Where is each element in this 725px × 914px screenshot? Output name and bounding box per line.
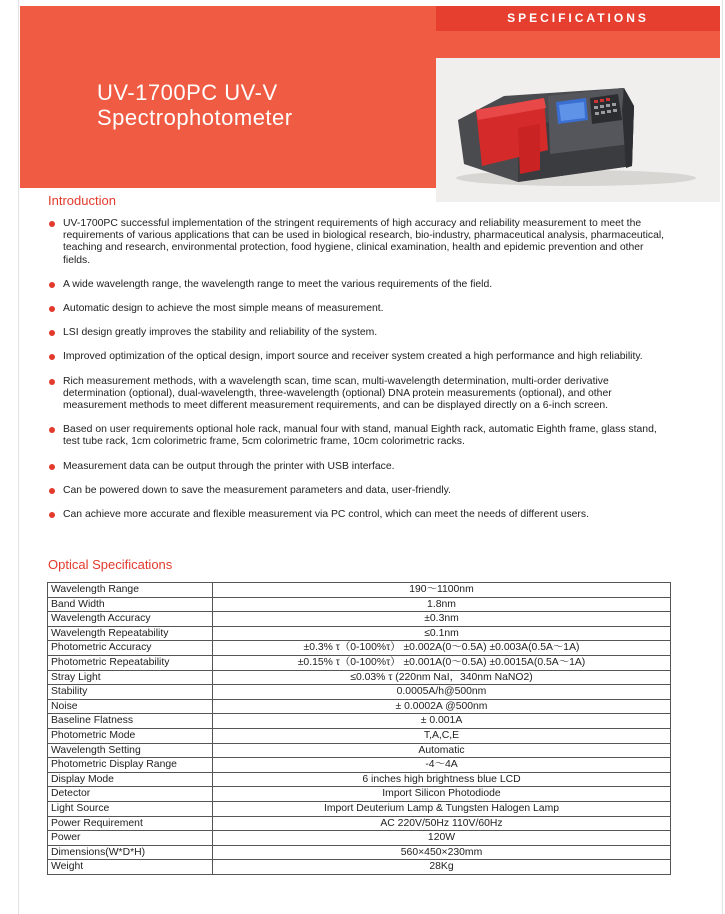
spec-value: ≤0.03% τ (220nm NaI，340nm NaNO2)	[213, 670, 671, 685]
list-item	[48, 376, 670, 413]
bullet-dot-icon	[49, 221, 55, 227]
list-item	[48, 461, 670, 473]
spec-value: 190～1100nm	[213, 583, 671, 598]
spec-parameter: Photometric Mode	[48, 728, 213, 743]
spec-parameter: Light Source	[48, 801, 213, 816]
bullet-dot-icon	[49, 306, 55, 312]
table-row	[48, 597, 671, 612]
table-row	[48, 699, 671, 714]
bullet-dot-icon	[49, 354, 55, 360]
spec-parameter: Photometric Display Range	[48, 758, 213, 773]
spectrophotometer-image	[436, 58, 720, 202]
spec-value: ± 0.001A	[213, 714, 671, 729]
table-row	[48, 787, 671, 802]
introduction-list	[48, 218, 670, 533]
spec-parameter: Detector	[48, 787, 213, 802]
list-item-text: UV-1700PC successful implementation of the stringent requirements of high accuracy and reliability measurement to meet the requirements of various applications that can be used in biological research, bio-industry, pharmaceutical analysis, pharmaceutical, teaching and research, environmental protection, food hygiene, clinical examination, health and epidemic prevention and other fields.	[63, 218, 665, 266]
spec-value: ± 0.0002A @500nm	[213, 699, 671, 714]
spec-value: Import Deuterium Lamp & Tungsten Halogen Lamp	[213, 801, 671, 816]
page-margin-line	[18, 0, 19, 914]
product-title	[97, 80, 293, 130]
specifications-tag: SPECIFICATIONS	[436, 6, 720, 31]
spec-parameter: Wavelength Setting	[48, 743, 213, 758]
spec-value: ±0.3% τ（0-100%τ） ±0.002A(0～0.5A) ±0.003A(0.5A～1A)	[213, 641, 671, 656]
spec-value: Import Silicon Photodiode	[213, 787, 671, 802]
table-row	[48, 728, 671, 743]
list-item-text: Rich measurement methods, with a wavelength scan, time scan, multi-wavelength determination, multi-order derivative determination (optional), dual-wavelength, three-wavelength (optional) DNA protein measurements (optional), and other measurement methods to meet different measurement requirements, and can be displayed directly on a 6-inch screen.	[63, 375, 612, 412]
list-item-text: Can be powered down to save the measurement parameters and data, user-friendly.	[63, 484, 451, 496]
spec-value: -4～4A	[213, 758, 671, 773]
bullet-dot-icon	[49, 379, 55, 385]
spec-parameter: Power Requirement	[48, 816, 213, 831]
spec-value: 560×450×230mm	[213, 845, 671, 860]
list-item	[48, 485, 670, 497]
spec-parameter: Display Mode	[48, 772, 213, 787]
product-photo	[436, 58, 720, 202]
spec-parameter: Wavelength Repeatability	[48, 626, 213, 641]
list-item	[48, 303, 670, 315]
spec-parameter: Weight	[48, 860, 213, 875]
spec-value: 120W	[213, 831, 671, 846]
table-row	[48, 743, 671, 758]
list-item-text: Can achieve more accurate and flexible measurement via PC control, which can meet the needs of different users.	[63, 509, 589, 521]
spec-value: 28Kg	[213, 860, 671, 875]
list-item-text: Improved optimization of the optical design, import source and receiver system created a high performance and high reliability.	[63, 351, 643, 363]
list-item-text: Automatic design to achieve the most simple means of measurement.	[63, 303, 384, 315]
spec-value: 0.0005A/h@500nm	[213, 685, 671, 700]
spec-value: T,A,C,E	[213, 728, 671, 743]
list-item-text: Based on user requirements optional hole rack, manual four with stand, manual Eighth rack, automatic Eighth frame, glass stand, test tube rack, 1cm colorimetric frame, 5cm colorimetric frame, 10cm colorimetric racks.	[63, 424, 657, 448]
list-item	[48, 351, 670, 363]
product-title-line2: Spectrophotometer	[97, 105, 293, 130]
table-row	[48, 612, 671, 627]
table-row	[48, 655, 671, 670]
bullet-dot-icon	[49, 330, 55, 336]
list-item	[48, 327, 670, 339]
product-title-line1: UV-1700PC UV-V	[97, 80, 278, 105]
page-margin-line-right	[722, 0, 723, 914]
list-item-text: Measurement data can be output through the printer with USB interface.	[63, 460, 395, 472]
bullet-dot-icon	[49, 427, 55, 433]
spec-value: ≤0.1nm	[213, 626, 671, 641]
bullet-dot-icon	[49, 464, 55, 470]
spec-parameter: Stray Light	[48, 670, 213, 685]
spec-parameter: Wavelength Range	[48, 583, 213, 598]
table-row	[48, 860, 671, 875]
list-item-text: A wide wavelength range, the wavelength range to meet the various requirements of the field.	[63, 278, 493, 290]
table-row	[48, 583, 671, 598]
spec-parameter: Photometric Repeatability	[48, 655, 213, 670]
list-item-text: LSI design greatly improves the stability and reliability of the system.	[63, 327, 378, 339]
table-row	[48, 626, 671, 641]
list-item	[48, 424, 670, 448]
spec-value: Automatic	[213, 743, 671, 758]
bullet-dot-icon	[49, 282, 55, 288]
list-item	[48, 279, 670, 291]
table-row	[48, 685, 671, 700]
spec-parameter: Dimensions(W*D*H)	[48, 845, 213, 860]
spec-value: ±0.15% τ（0-100%τ） ±0.001A(0～0.5A) ±0.0015A(0.5A～1A)	[213, 655, 671, 670]
spec-parameter: Wavelength Accuracy	[48, 612, 213, 627]
spec-parameter: Stability	[48, 685, 213, 700]
optical-specifications-heading: Optical Specifications	[48, 557, 173, 572]
spec-parameter: Photometric Accuracy	[48, 641, 213, 656]
spec-value: 6 inches high brightness blue LCD	[213, 772, 671, 787]
table-row	[48, 831, 671, 846]
bullet-dot-icon	[49, 488, 55, 494]
table-row	[48, 772, 671, 787]
spec-parameter: Baseline Flatness	[48, 714, 213, 729]
list-item	[48, 509, 670, 521]
table-row	[48, 714, 671, 729]
spec-value: AC 220V/50Hz 110V/60Hz	[213, 816, 671, 831]
table-row	[48, 816, 671, 831]
table-row	[48, 641, 671, 656]
spec-value: 1.8nm	[213, 597, 671, 612]
introduction-heading: Introduction	[48, 193, 116, 208]
spec-value: ±0.3nm	[213, 612, 671, 627]
table-row	[48, 845, 671, 860]
spec-parameter: Noise	[48, 699, 213, 714]
table-row	[48, 670, 671, 685]
table-row	[48, 758, 671, 773]
spec-parameter: Band Width	[48, 597, 213, 612]
bullet-dot-icon	[49, 512, 55, 518]
list-item	[48, 218, 670, 267]
spec-parameter: Power	[48, 831, 213, 846]
table-row	[48, 801, 671, 816]
optical-specifications-table	[47, 582, 671, 875]
